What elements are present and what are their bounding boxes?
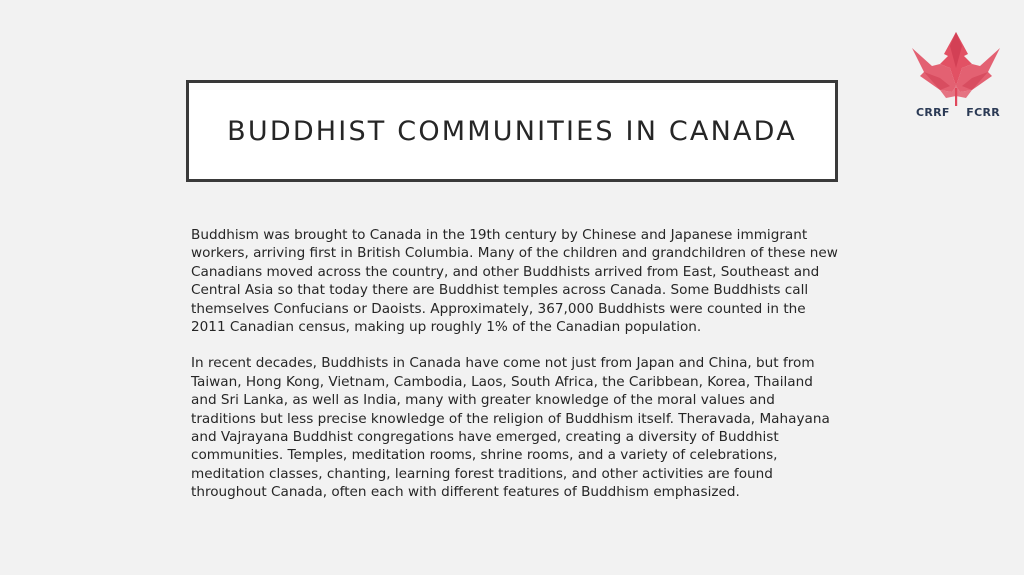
slide-body [191, 226, 841, 502]
logo-label-crrf: CRRF [916, 106, 950, 119]
logo-wordmark [916, 106, 1000, 119]
body-paragraph-1: Buddhism was brought to Canada in the 19th century by Chinese and Japanese immigrant workers, arriving first in British Columbia. Many of the children and grandchildren of these new Canadians moved across the country, and other Buddhists arrived from East, Southeast and Central Asia so that today there are Buddhist temples across Canada. Some Buddhists call themselves Confucians or Daoists. Approximately, 367,000 Buddhists were counted in the 2011 Canadian census, making up roughly 1% of the Canadian population. [191, 227, 838, 336]
slide-title: BUDDHIST COMMUNITIES IN CANADA [227, 115, 797, 147]
title-box [186, 80, 838, 182]
body-paragraph-2: In recent decades, Buddhists in Canada have come not just from Japan and China, but from Taiwan, Hong Kong, Vietnam, Cambodia, Laos, South Africa, the Caribbean, Korea, Thailand and Sri Lanka, as well as India, many with greater knowledge of the moral values and traditions but less precise knowledge of the religion of Buddhism itself. Theravada, Mahayana and Vajrayana Buddhist congregations have emerged, creating a diversity of Buddhist communities. Temples, meditation rooms, shrine rooms, and a variety of celebrations, meditation classes, chanting, learning forest traditions, and other activities are found throughout Canada, often each with different features of Buddhism emphasized. [191, 355, 830, 501]
logo-label-fcrr: FCRR [966, 106, 1000, 119]
